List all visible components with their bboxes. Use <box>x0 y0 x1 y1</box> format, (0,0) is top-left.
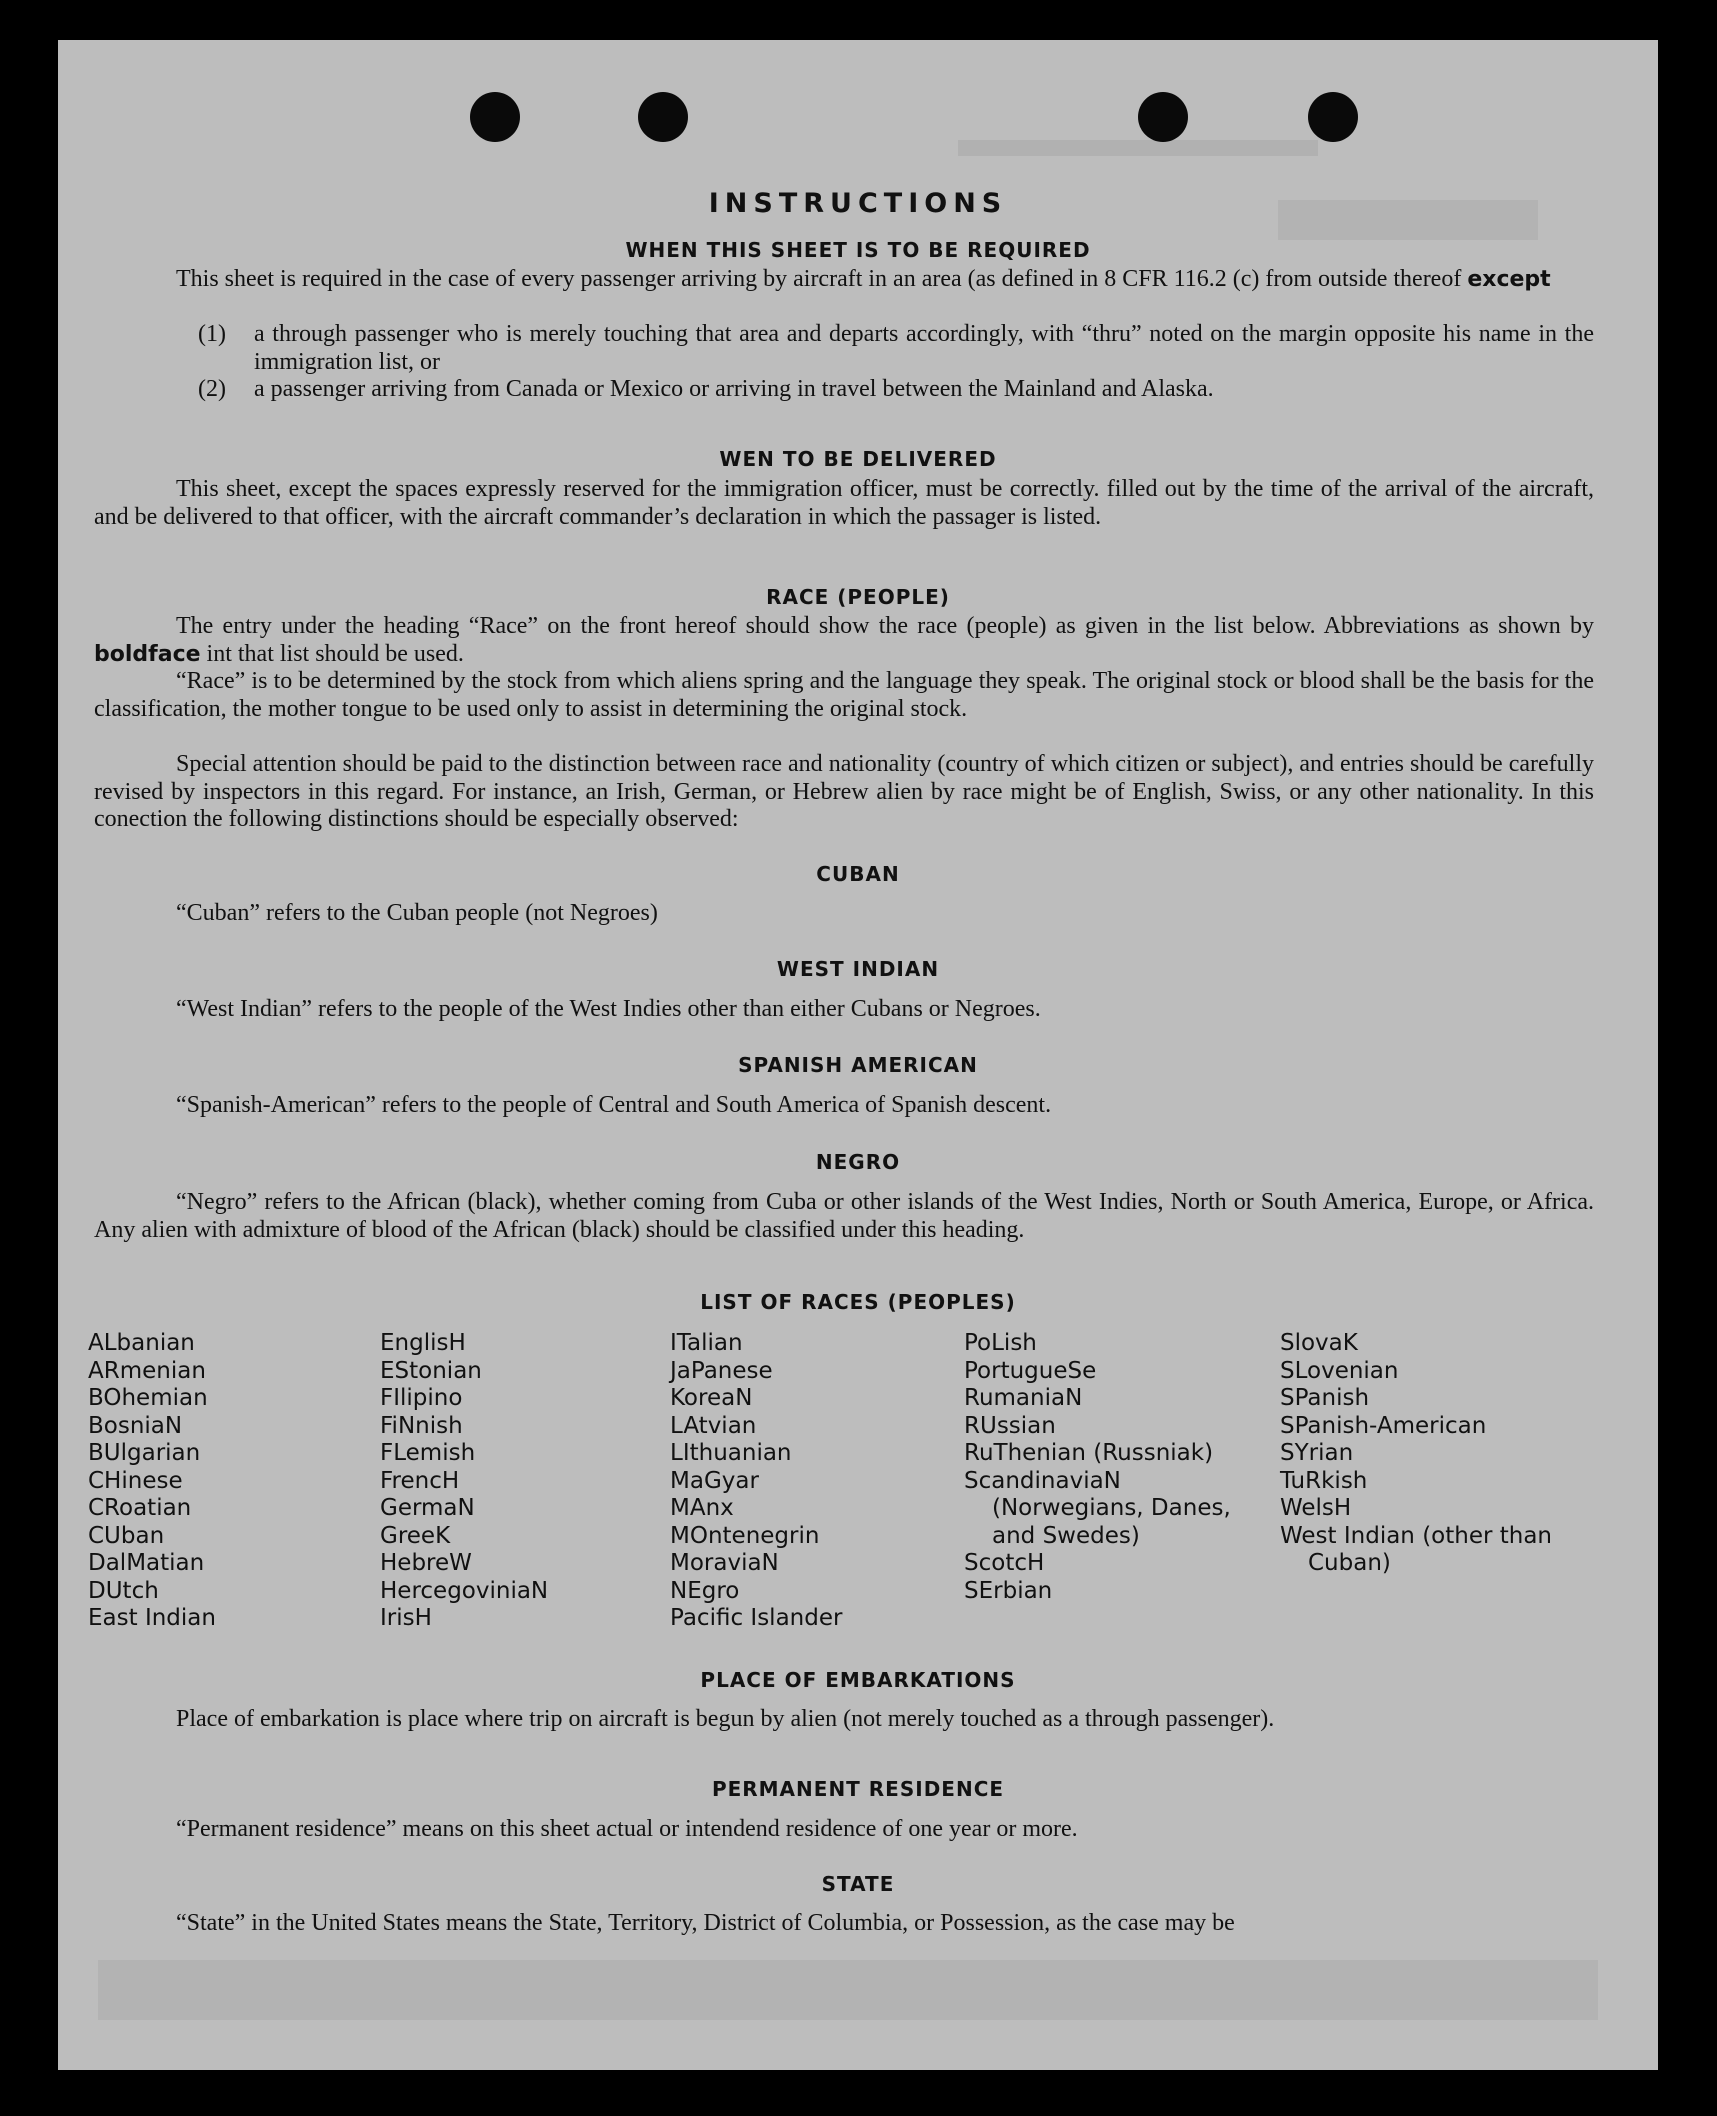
race-entry: RuThenian (Russniak) <box>964 1440 1214 1466</box>
cuban-text: “Cuban” refers to the Cuban people (not Negroes) <box>176 900 658 926</box>
section-heading-west-indian: WEST INDIAN <box>776 957 940 981</box>
race-entry: KoreaN <box>670 1385 753 1411</box>
show-through-bleed <box>958 140 1318 156</box>
item-number: (2) <box>198 376 226 402</box>
state-text: “State” in the United States means the State, Territory, District of Columbia, or Possession, as the case may be <box>176 1910 1235 1936</box>
west-indian-text: “West Indian” refers to the people of the West Indies other than either Cubans or Negroes. <box>176 996 1041 1022</box>
item-text: a through passenger who is merely touching that area and departs accordingly, with “thru” noted on the margin opposite his name in the immigration list, or <box>254 321 1594 375</box>
races-list <box>58 1330 1658 1630</box>
race-entry: ScotcH <box>964 1550 1045 1576</box>
race-entry: HercegoviniaN <box>380 1577 549 1604</box>
item-text: a passenger arriving from Canada or Mexico or arriving in travel between the Mainland and Alaska. <box>254 376 1214 402</box>
required-lead-text: This sheet is required in the case of every passenger arriving by aircraft in an area (as defined in 8 CFR 116.2 (c) from outside thereof <box>176 266 1462 292</box>
race-entry: CHinese <box>88 1467 183 1494</box>
race-entry: PortugueSe <box>964 1357 1097 1384</box>
races-column-5 <box>1280 1330 1580 1578</box>
document-sheet <box>58 40 1658 2070</box>
race-entry: SPanish <box>1280 1385 1370 1411</box>
race-entry: LAtvian <box>670 1412 757 1439</box>
race-p1-bold: boldface <box>94 641 201 667</box>
section-heading-cuban: CUBAN <box>816 862 900 886</box>
race-entry: RumaniaN <box>964 1385 1083 1411</box>
race-entry: ITalian <box>670 1330 743 1356</box>
races-column-2 <box>380 1330 640 1633</box>
delivered-text: This sheet, except the spaces expressly reserved for the immigration officer, must be correctly. filled out by the time of the arrival of the aircraft, and be delivered to that officer, with the aircraft commander’s declaration in which the passager is listed. <box>94 476 1594 530</box>
race-entry: GermaN <box>380 1495 475 1521</box>
race-entry: SErbian <box>964 1577 1053 1604</box>
page-title: INSTRUCTIONS <box>708 188 1008 219</box>
race-entry: CRoatian <box>88 1495 192 1521</box>
race-entry: CUban <box>88 1522 165 1549</box>
show-through-bleed <box>98 1960 1598 2020</box>
races-column-4 <box>964 1330 1264 1605</box>
race-paragraph-2: “Race” is to be determined by the stock from which aliens spring and the language they speak. The original stock or blood shall be the basis for the classification, the mother tongue to be used only to assist in determining the original stock. <box>94 668 1594 722</box>
section-heading-races-list: LIST OF RACES (PEOPLES) <box>700 1290 1016 1314</box>
section-heading-embarkation: PLACE OF EMBARKATIONS <box>700 1668 1016 1692</box>
race-entry: BUlgarian <box>88 1440 201 1466</box>
required-lead-bold: except <box>1467 267 1551 292</box>
race-paragraph-3: Special attention should be paid to the distinction between race and nationality (country of which citizen or subject), and entries should be carefully revised by inspectors in this regard. For instance, an Irish, German, or Hebrew alien by race might be of English, Swiss, or any other nationality. In this conection the following distinctions should be especially observed: <box>94 751 1594 832</box>
race-paragraph-1 <box>94 613 1594 668</box>
race-p1-end: int that list should be used. <box>206 640 464 667</box>
race-entry: WelsH <box>1280 1495 1352 1521</box>
race-entry: TuRkish <box>1280 1467 1368 1494</box>
race-entry: BosniaN <box>88 1412 183 1439</box>
race-entry: Pacific Islander <box>670 1605 843 1631</box>
race-entry: HebreW <box>380 1550 472 1576</box>
race-entry: JaPanese <box>670 1357 773 1384</box>
section-heading-race: RACE (PEOPLE) <box>766 585 950 609</box>
race-entry: MOntenegrin <box>670 1522 820 1549</box>
race-entry: West Indian (other than Cuban) <box>1280 1522 1553 1576</box>
section-heading-spanish-american: SPANISH AMERICAN <box>738 1053 978 1077</box>
race-p1-start: The entry under the heading “Race” on the front hereof should show the race (people) as given in the list below. Abbreviations as shown by <box>176 613 1594 639</box>
section-heading-required: WHEN THIS SHEET IS TO BE REQUIRED <box>625 238 1091 262</box>
punch-hole <box>1138 92 1188 142</box>
race-entry: RUssian <box>964 1412 1056 1439</box>
race-entry: MAnx <box>670 1495 734 1521</box>
section-heading-delivered: WEN TO BE DELIVERED <box>719 447 997 471</box>
required-lead <box>94 266 1594 294</box>
residence-text: “Permanent residence” means on this sheet actual or intendend residence of one year or more. <box>176 1816 1078 1842</box>
race-entry: EnglisH <box>380 1330 466 1356</box>
race-entry: East Indian <box>88 1605 216 1631</box>
race-entry: SlovaK <box>1280 1330 1358 1356</box>
race-entry: ScandinaviaN (Norwegians, Danes, and Swedes) <box>964 1467 1231 1549</box>
race-entry: SLovenian <box>1280 1357 1399 1384</box>
races-column-1 <box>88 1330 348 1633</box>
race-entry: FiNnish <box>380 1412 463 1439</box>
race-entry: LIthuanian <box>670 1440 792 1466</box>
race-entry: FIlipino <box>380 1385 463 1411</box>
punch-hole <box>470 92 520 142</box>
race-entry: GreeK <box>380 1522 451 1549</box>
race-entry: SYrian <box>1280 1440 1354 1466</box>
spanish-american-text: “Spanish-American” refers to the people of Central and South America of Spanish descent. <box>176 1092 1052 1118</box>
section-heading-negro: NEGRO <box>815 1150 901 1174</box>
negro-text: “Negro” refers to the African (black), whether coming from Cuba or other islands of the West Indies, North or South America, Europe, or Africa. Any alien with admixture of blood of the African (black) should be classified under this heading. <box>94 1189 1594 1243</box>
item-number: (1) <box>198 321 226 347</box>
race-entry: SPanish-American <box>1280 1412 1487 1439</box>
race-entry: MaGyar <box>670 1467 759 1494</box>
race-entry: PoLish <box>964 1330 1037 1356</box>
section-heading-residence: PERMANENT RESIDENCE <box>711 1777 1005 1801</box>
punch-hole <box>638 92 688 142</box>
race-entry: ARmenian <box>88 1357 206 1384</box>
race-entry: IrisH <box>380 1605 432 1631</box>
race-entry: NEgro <box>670 1577 740 1604</box>
race-entry: DUtch <box>88 1577 159 1604</box>
race-entry: FrencH <box>380 1467 460 1494</box>
races-column-3 <box>670 1330 950 1633</box>
race-entry: EStonian <box>380 1357 482 1384</box>
race-entry: FLemish <box>380 1440 476 1466</box>
race-entry: DalMatian <box>88 1550 205 1576</box>
race-entry: MoraviaN <box>670 1550 779 1576</box>
section-heading-state: STATE <box>821 1872 895 1896</box>
race-entry: BOhemian <box>88 1385 208 1411</box>
punch-hole <box>1308 92 1358 142</box>
embarkation-text: Place of embarkation is place where trip on aircraft is begun by alien (not merely touched as a through passenger). <box>176 1706 1275 1732</box>
race-entry: ALbanian <box>88 1330 195 1356</box>
